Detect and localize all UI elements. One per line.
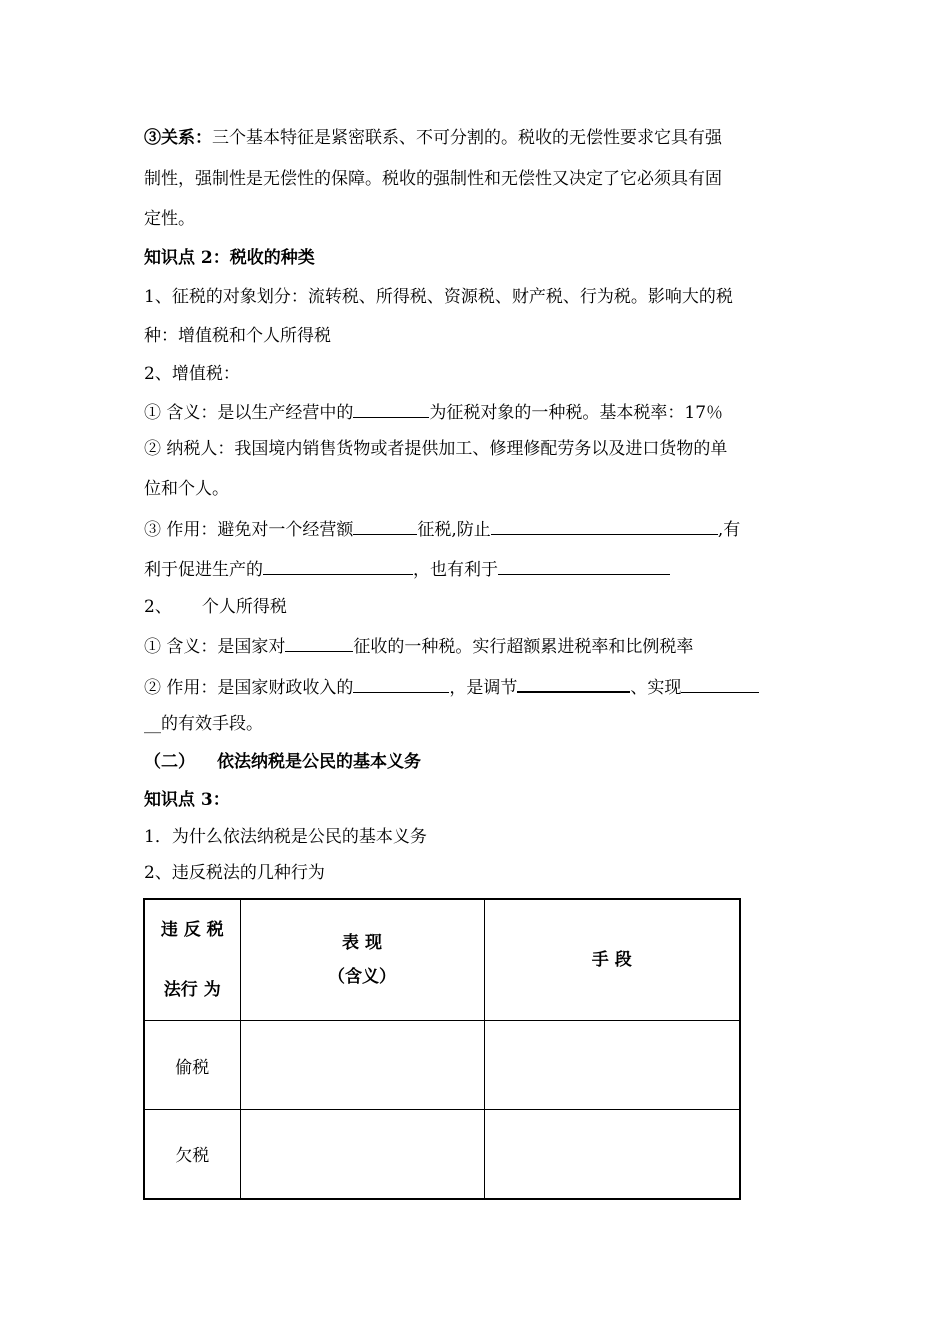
header-violation: 违 反 税 法行 为 [144, 899, 240, 1021]
vat-heading: 2、增值税： [144, 364, 240, 384]
pit-effect-line2: __的有效手段。 [144, 714, 263, 734]
empty-cell[interactable] [484, 1021, 740, 1110]
kp3-title: 知识点 3： [144, 790, 230, 810]
table-row [144, 1110, 740, 1199]
empty-cell[interactable] [484, 1110, 740, 1199]
fill-blank[interactable] [285, 633, 353, 652]
kp3-item1: 1．为什么依法纳税是公民的基本义务 [144, 827, 427, 847]
kp2-title: 知识点 2：税收的种类 [144, 248, 315, 268]
header-manifestation: 表 现 （含义） [240, 899, 484, 1021]
relation-line-2: 制性，强制性是无偿性的保障。税收的强制性和无偿性又决定了它必须具有固 [144, 169, 722, 189]
table-header-row [144, 899, 740, 1021]
tax-violation-table [143, 898, 741, 1200]
fill-blank[interactable] [681, 674, 759, 693]
empty-cell[interactable] [240, 1021, 484, 1110]
relation-line-3: 定性。 [144, 209, 195, 229]
pit-meaning: ① 含义：是国家对 征收的一种税。实行超额累进税率和比例税率 [144, 633, 814, 659]
empty-cell[interactable] [240, 1110, 484, 1199]
row-label-tax-arrears: 欠税 [144, 1110, 240, 1199]
fill-blank[interactable] [498, 556, 670, 575]
relation-line-1: ③关系：三个基本特征是紧密联系、不可分割的。税收的无偿性要求它具有强 [144, 128, 722, 148]
kp3-item2: 2、违反税法的几种行为 [144, 863, 325, 883]
row-label-tax-evasion: 偷税 [144, 1021, 240, 1110]
relation-label: ③关系： [144, 128, 212, 148]
pit-effect-line1: ② 作用：是国家财政收入的 ，是调节 、实现 [144, 673, 814, 700]
fill-blank[interactable] [517, 673, 630, 693]
fill-blank[interactable] [353, 674, 449, 693]
vat-effect-line2: 利于促进生产的 ，也有利于 [144, 556, 814, 582]
kp2-item1-line1: 1、征税的对象划分：流转税、所得税、资源税、财产税、行为税。影响大的税 [144, 287, 733, 307]
table-row [144, 1021, 740, 1110]
fill-blank[interactable] [353, 516, 417, 535]
vat-effect-line1: ③ 作用：避免对一个经营额 征税,防止 ,有 [144, 516, 814, 542]
fill-blank[interactable] [353, 399, 429, 418]
vat-meaning: ① 含义：是以生产经营中的 为征税对象的一种税。基本税率：17％ [144, 399, 814, 425]
pit-heading: 2、 个人所得税 [144, 597, 287, 617]
header-means: 手 段 [484, 899, 740, 1021]
section2-title: （二） 依法纳税是公民的基本义务 [144, 752, 421, 772]
vat-payer-line2: 位和个人。 [144, 479, 229, 499]
fill-blank[interactable] [491, 516, 718, 535]
vat-payer-line1: ② 纳税人：我国境内销售货物或者提供加工、修理修配劳务以及进口货物的单 [144, 439, 728, 459]
kp2-item1-line2: 种：增值税和个人所得税 [144, 326, 331, 346]
fill-blank[interactable] [263, 556, 413, 575]
